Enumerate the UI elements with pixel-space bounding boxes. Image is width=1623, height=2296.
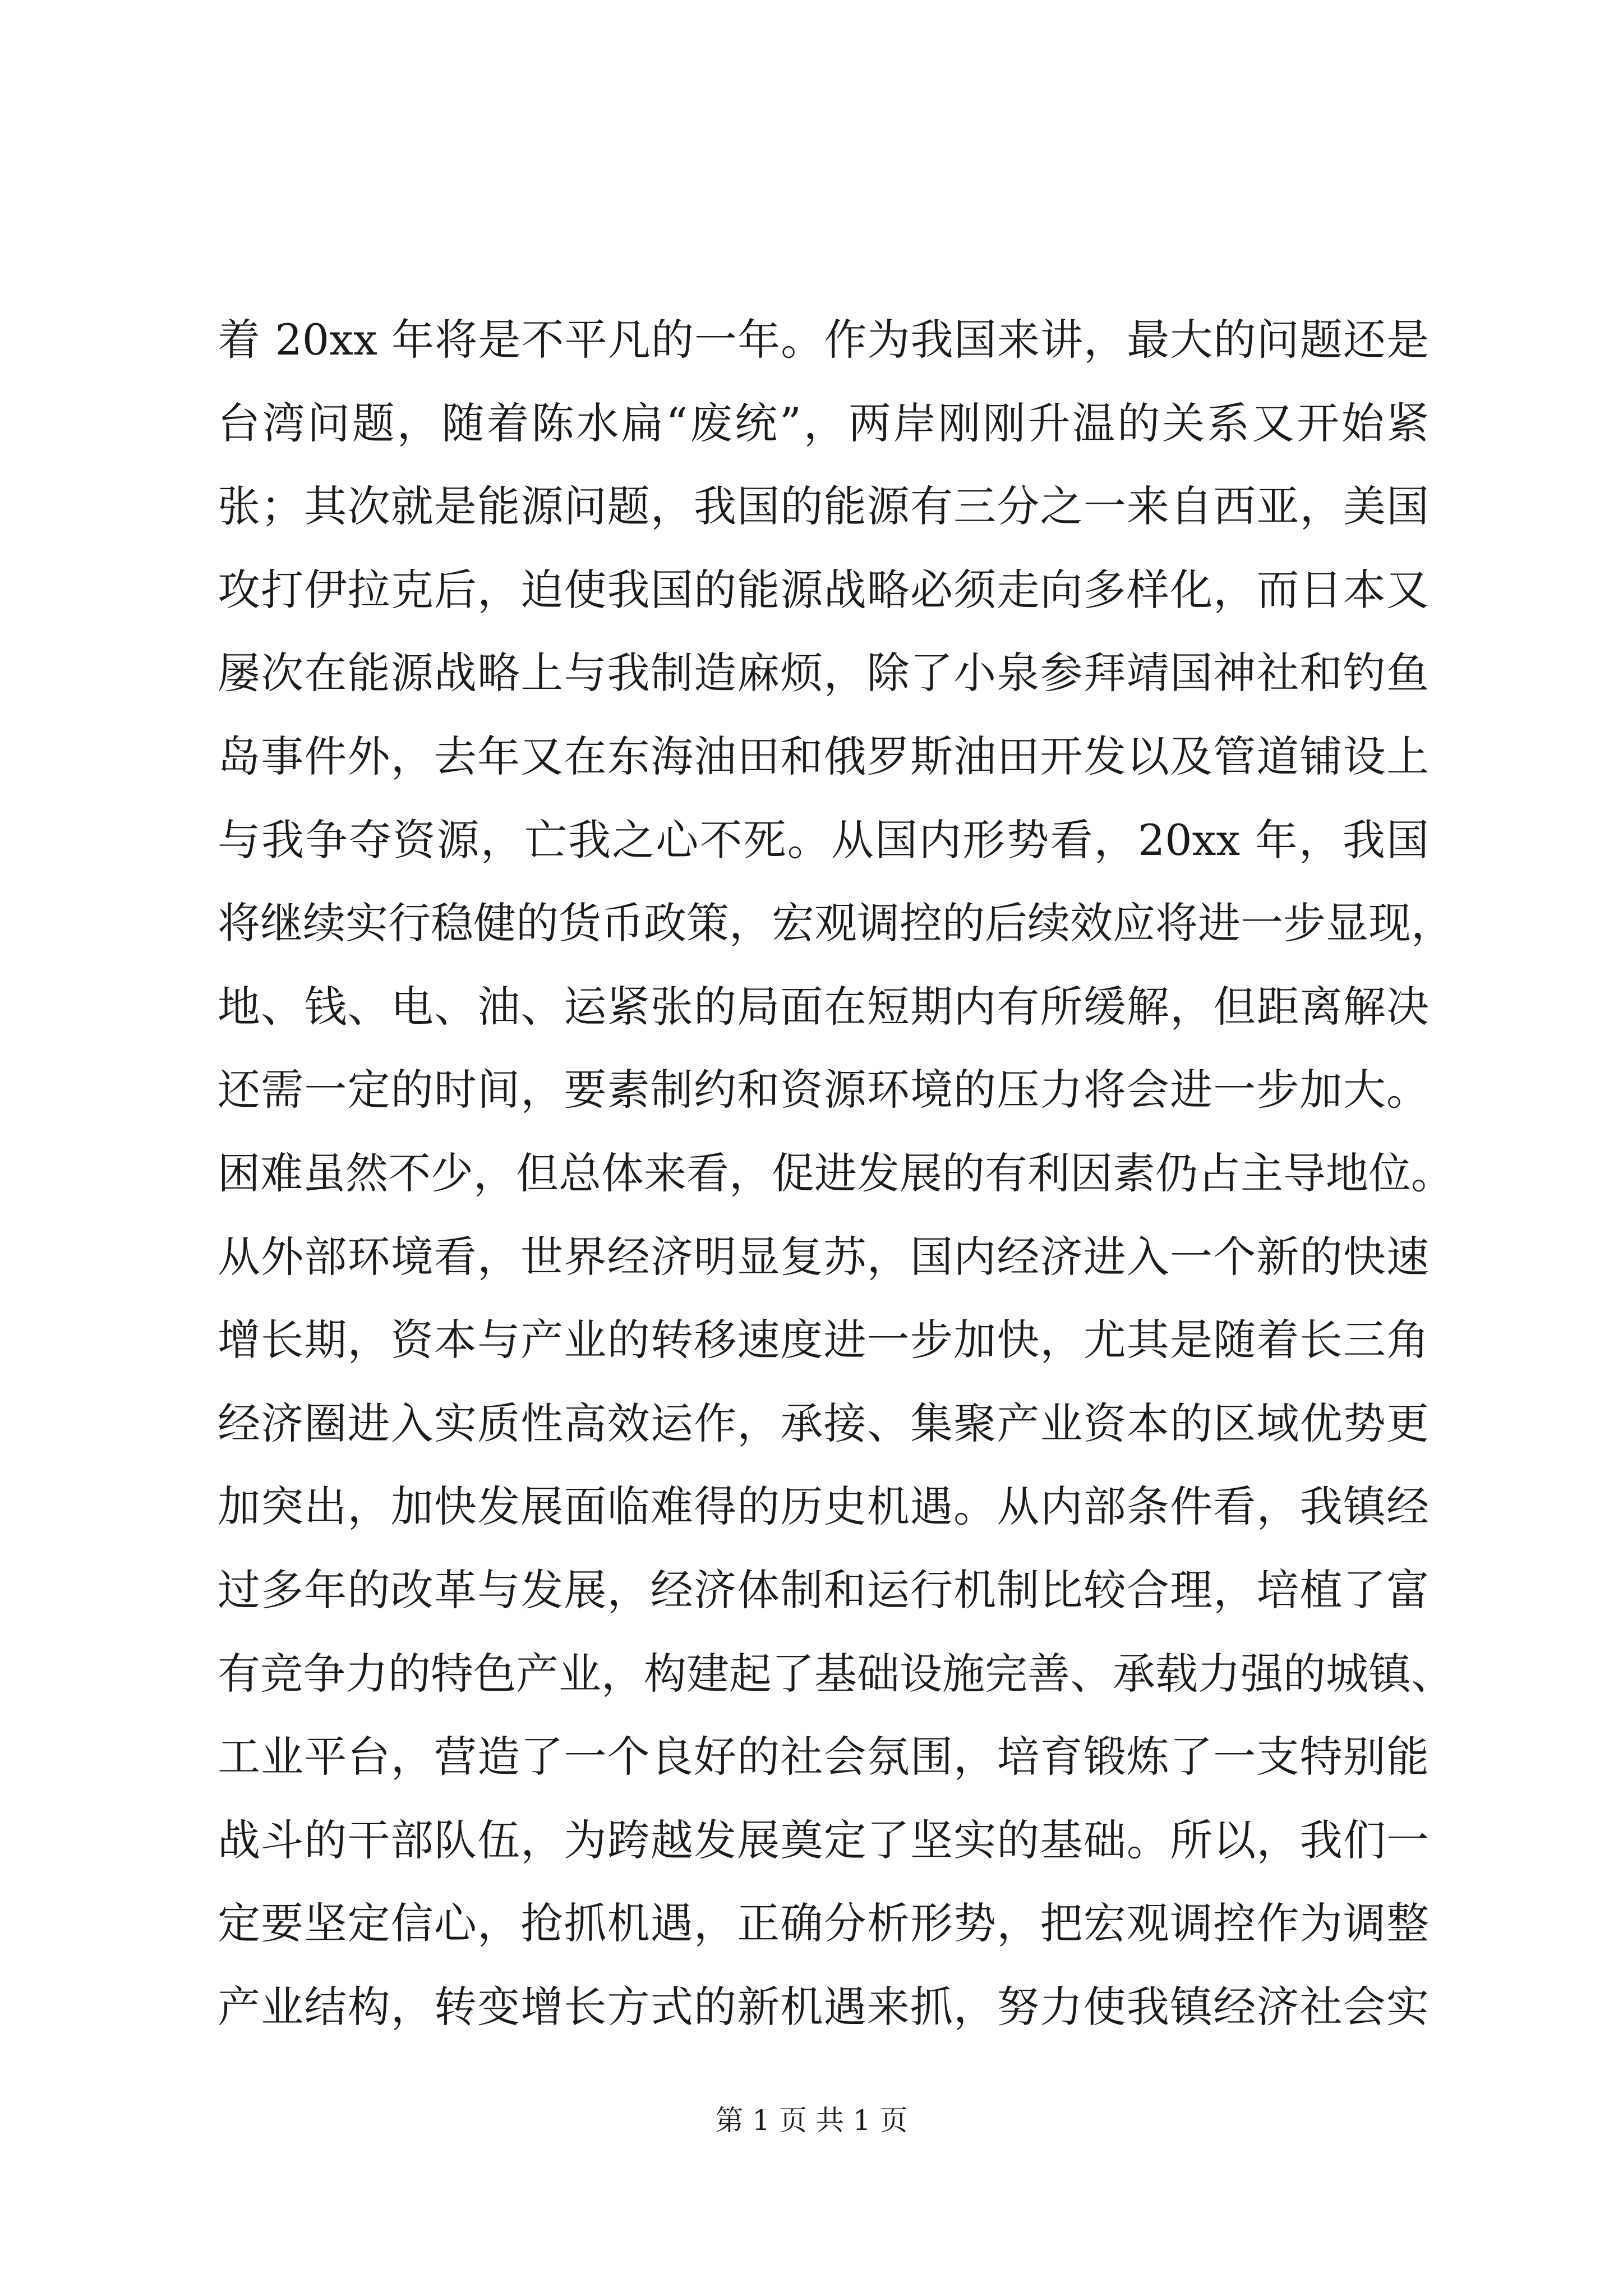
text-line: 过多年的改革与发展，经济体制和运行机制比较合理，培植了富: [218, 1565, 1429, 1615]
text-line: 增长期，资本与产业的转移速度进一步加快，尤其是随着长三角: [218, 1315, 1429, 1365]
text-line: 与我争夺资源，亡我之心不死。从国内形势看，20xx 年，我国: [218, 815, 1429, 865]
text-line: 将继续实行稳健的货币政策，宏观调控的后续效应将进一步显现，: [218, 898, 1454, 949]
text-line: 经济圈进入实质性高效运作，承接、集聚产业资本的区域优势更: [218, 1398, 1429, 1448]
text-line: 从外部环境看，世界经济明显复苏，国内经济进入一个新的快速: [218, 1231, 1429, 1282]
text-line: 困难虽然不少，但总体来看，促进发展的有利因素仍占主导地位。: [218, 1148, 1454, 1198]
text-line: 还需一定的时间，要素制约和资源环境的压力将会进一步加大。: [218, 1065, 1429, 1115]
text-line: 定要坚定信心，抢抓机遇，正确分析形势，把宏观调控作为调整: [218, 1898, 1429, 1949]
text-line: 台湾问题，随着陈水扁“废统”，两岸刚刚升温的关系又开始紧: [218, 398, 1429, 448]
text-line: 着 20xx 年将是不平凡的一年。作为我国来讲，最大的问题还是: [218, 315, 1429, 365]
text-line: 地、钱、电、油、运紧张的局面在短期内有所缓解，但距离解决: [218, 981, 1429, 1032]
text-line: 加突出，加快发展面临难得的历史机遇。从内部条件看，我镇经: [218, 1481, 1429, 1532]
text-line: 屡次在能源战略上与我制造麻烦，除了小泉参拜靖国神社和钓鱼: [218, 648, 1429, 698]
text-line: 岛事件外，去年又在东海油田和俄罗斯油田开发以及管道铺设上: [218, 731, 1429, 781]
text-line: 产业结构，转变增长方式的新机遇来抓，努力使我镇经济社会实: [218, 1981, 1429, 2032]
text-line: 攻打伊拉克后，迫使我国的能源战略必须走向多样化，而日本又: [218, 564, 1429, 615]
body-text: [218, 298, 1454, 2049]
text-line: 张；其次就是能源问题，我国的能源有三分之一来自西亚，美国: [218, 481, 1429, 532]
text-line: 战斗的干部队伍，为跨越发展奠定了坚实的基础。所以，我们一: [218, 1815, 1429, 1865]
page-footer: 第 1 页 共 1 页: [715, 2104, 908, 2137]
text-line: 工业平台，营造了一个良好的社会氛围，培育锻炼了一支特别能: [218, 1732, 1429, 1782]
text-line: 有竞争力的特色产业，构建起了基础设施完善、承载力强的城镇、: [218, 1648, 1454, 1699]
